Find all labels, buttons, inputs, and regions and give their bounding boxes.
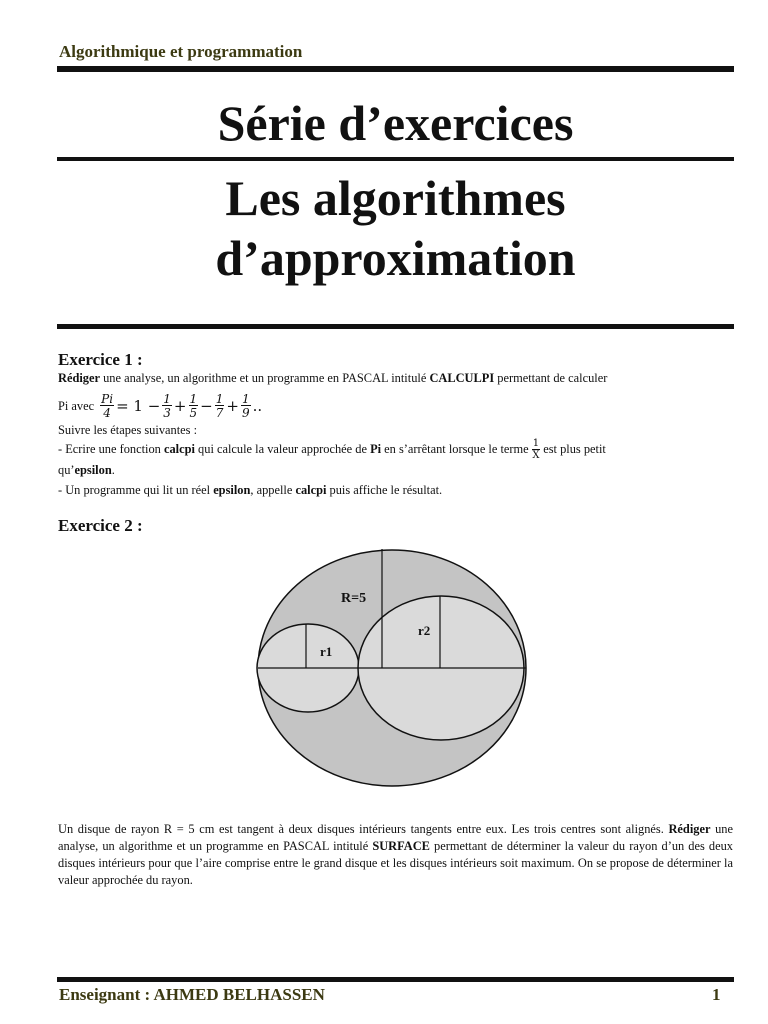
step-1-text: qui calcule la valeur approchée de bbox=[194, 441, 371, 456]
fraction-denominator: X bbox=[532, 450, 540, 461]
program-name: SURFACE bbox=[372, 839, 430, 853]
fraction-numerator: 1 bbox=[163, 392, 171, 406]
footer-teacher: Enseignant : AHMED BELHASSEN bbox=[59, 985, 325, 1004]
pi-keyword: Pi bbox=[370, 441, 382, 456]
fraction-numerator: 1 bbox=[241, 392, 250, 406]
formula-operator: + bbox=[226, 397, 239, 415]
steps-intro: Suivre les étapes suivantes : bbox=[58, 423, 198, 437]
redige-keyword: Rédiger bbox=[668, 822, 711, 836]
statement-text-end: permettant de calculer bbox=[494, 371, 608, 385]
label-r1: r1 bbox=[320, 644, 333, 659]
step-1-text: . bbox=[111, 463, 115, 477]
title-line-1: Série d’exercices bbox=[217, 95, 574, 151]
title-line-2: Les algorithmes bbox=[225, 170, 566, 226]
fraction-numerator: 1 bbox=[215, 392, 224, 406]
fraction-denominator: 3 bbox=[163, 406, 171, 420]
step-1-text: - Ecrire une fonction bbox=[58, 441, 164, 456]
function-name: calcpi bbox=[295, 483, 327, 497]
formula-operator: .. bbox=[252, 397, 263, 415]
fraction-numerator: 1 bbox=[189, 392, 198, 406]
redige-keyword: Rédiger bbox=[58, 371, 100, 385]
header-subject: Algorithmique et programmation bbox=[59, 42, 303, 61]
label-R: R=5 bbox=[341, 591, 367, 606]
fraction-numerator: Pi bbox=[101, 392, 114, 406]
exercise-2-heading: Exercice 2 : bbox=[58, 516, 143, 535]
exercise-1-heading: Exercice 1 : bbox=[58, 350, 143, 369]
fraction-numerator: 1 bbox=[532, 438, 540, 449]
label-r2: r2 bbox=[418, 623, 431, 638]
step-1-text: en s’arrêtant lorsque le terme bbox=[381, 441, 532, 456]
fraction-denominator: 9 bbox=[241, 406, 250, 420]
exercise-2-statement bbox=[58, 821, 733, 889]
formula-operator: + bbox=[173, 397, 187, 415]
step-1-text: qu’ bbox=[58, 463, 75, 477]
page-number: 1 bbox=[712, 985, 721, 1004]
function-name: calcpi bbox=[163, 441, 195, 456]
fraction-denominator: 4 bbox=[103, 406, 111, 420]
step-2-text: - Un programme qui lit un réel bbox=[58, 483, 214, 497]
footer-rule bbox=[57, 977, 734, 982]
epsilon-keyword: epsilon bbox=[213, 483, 251, 497]
formula-equals: = 1 − bbox=[116, 397, 161, 415]
program-name: CALCULPI bbox=[429, 371, 495, 385]
step-1-text: est plus petit bbox=[540, 441, 606, 456]
statement-text: une analyse, un algorithme et un programme en PASCAL intitulé bbox=[99, 371, 430, 385]
step-2-text: , appelle bbox=[250, 483, 296, 497]
step-2-text: puis affiche le résultat. bbox=[326, 483, 443, 497]
statement-text: Un disque de rayon R = 5 cm est tangent à deux disques intérieurs tangents entre eux. Les trois centres sont alignés. bbox=[58, 822, 669, 836]
formula-intro: Pi avec bbox=[58, 398, 95, 413]
statement-text: une analyse, un algorithme et un programme en PASCAL intitulé bbox=[58, 822, 733, 853]
fraction-denominator: 7 bbox=[215, 406, 224, 420]
formula-operator: − bbox=[200, 397, 213, 415]
title-line-3: d’approximation bbox=[215, 230, 576, 286]
epsilon-keyword: epsilon bbox=[74, 463, 112, 477]
statement-text-end: permettant de déterminer la valeur du rayon d’un des deux disques intérieurs pour que l’aire comprise entre le grand disque et les disques intérieurs soit maximum. On se propose de déterminer la valeur approchée du rayon. bbox=[58, 839, 733, 887]
fraction-denominator: 5 bbox=[189, 406, 198, 420]
